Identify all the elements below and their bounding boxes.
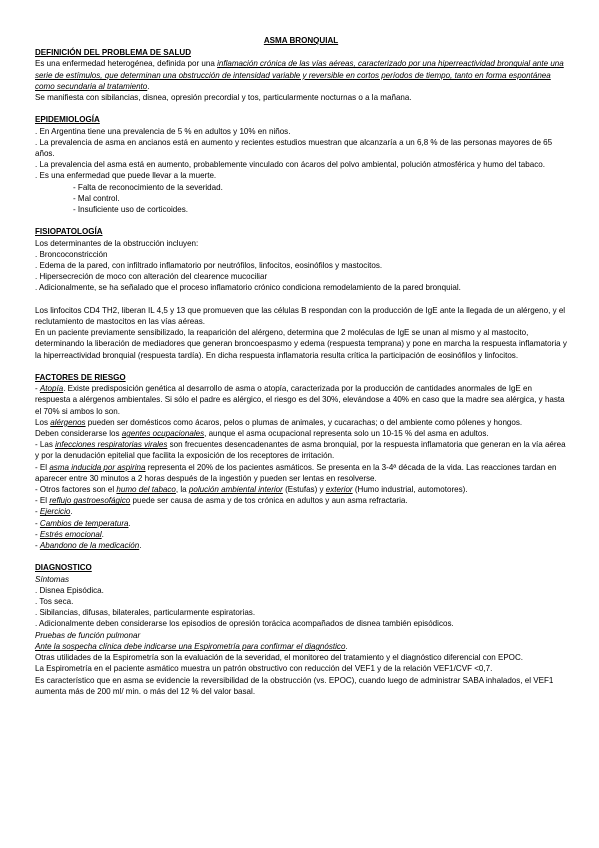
sintoma-item: . Disnea Episódica. bbox=[35, 585, 104, 595]
factor-ejercicio bbox=[35, 506, 567, 517]
factor-term: polución ambiental interior bbox=[188, 485, 283, 495]
sintoma-item: . Sibilancias, difusas, bilaterales, particularmente espiratorias. bbox=[35, 608, 256, 618]
epidemiologia-subitem: - Mal control. bbox=[73, 193, 120, 203]
factor-term: exterior bbox=[325, 485, 353, 495]
factor-term: asma inducida por aspirina bbox=[49, 462, 146, 472]
factor-infecciones bbox=[35, 439, 567, 461]
factor-term: agentes ocupacionales bbox=[121, 429, 205, 439]
factor-aspirina bbox=[35, 462, 567, 484]
sintoma-item: . Adicionalmente deben considerarse los episodios de opresión torácica acompañados de disnea también episódicos. bbox=[35, 619, 454, 629]
text-span: . Existe predisposición genética al desarrollo de asma o atopía, caracterizada por la producción de cantidades anormales de IgE en respuesta a alérgenos ambientales. Si sólo el padre es alérgico, el riesgo es del 30%, elevándose a 40% en caso que la madre sea alérgica, y hasta el 70% si ambos lo son. bbox=[35, 384, 565, 416]
factor-tabaco-polucion bbox=[35, 484, 567, 495]
text-span: Los bbox=[35, 417, 51, 427]
text-span: - Otros factores son el bbox=[35, 485, 117, 495]
text-span: . bbox=[101, 529, 104, 539]
factor-reflujo bbox=[35, 495, 567, 506]
fisiopatologia-paragraph: En un paciente previamente sensibilizado, la reaparición del alérgeno, determina que 2 moléculas de IgE se unan al mismo y al mastocito, determinando la liberación de mediadores que generan broncoespasmo y edema (respuesta temprana) y pone en marcha la respuesta inflamatoria y la hiperreactividad bronquial (respuesta tardía). En dicha respuesta inflamatoria resulta crítica la participación de eosinófilos y linfocitos. bbox=[35, 328, 567, 360]
text-span: - El bbox=[35, 496, 50, 506]
pruebas-indication bbox=[35, 641, 567, 652]
factor-term: Atopía bbox=[39, 384, 64, 394]
text-span: . bbox=[128, 518, 131, 528]
epidemiologia-item: . En Argentina tiene una prevalencia de 5 % en adultos y 10% en niños. bbox=[35, 126, 291, 136]
fisiopatologia-item: . Broncoconstricción bbox=[35, 249, 108, 259]
text-span: Es una enfermedad heterogénea, definida por una bbox=[35, 59, 218, 69]
epidemiologia-item: . Es una enfermedad que puede llevar a la muerte. bbox=[35, 171, 217, 181]
epidemiologia-subitem: - Insuficiente uso de corticoides. bbox=[73, 205, 188, 215]
factor-term: reflujo gastroesofágico bbox=[49, 496, 131, 506]
sintoma-item: . Tos seca. bbox=[35, 597, 74, 607]
pruebas-paragraph: Otras utilidades de la Espirometría son la evaluación de la severidad, el monitoreo del tratamiento y el diagnóstico diferencial con EPOC. bbox=[35, 653, 523, 663]
text-span: son frecuentes desencadenantes de asma bronquial, por la respuesta inflamatoria que generan en la vía aérea y por la denudación epitelial que facilita la exposición de los receptores de irritación. bbox=[35, 440, 566, 461]
subheading-sintomas: Síntomas bbox=[35, 574, 69, 584]
text-span: pueden ser domésticos como ácaros, pelos o plumas de animales, y cucarachas; o del ambiente como pólenes y hongos. bbox=[85, 417, 523, 427]
factor-term: Estrés emocional bbox=[39, 529, 102, 539]
text-span: - bbox=[35, 384, 40, 394]
text-span: - bbox=[35, 518, 40, 528]
text-span: - bbox=[35, 507, 40, 517]
subheading-pruebas: Pruebas de función pulmonar bbox=[35, 630, 141, 640]
factor-abandono bbox=[35, 540, 567, 551]
factor-alergenos bbox=[35, 417, 567, 428]
pruebas-paragraph: Es característico que en asma se evidencie la reversibilidad de la obstrucción (vs. EPOC), cuando luego de administrar SABA inhalados, el VEF1 aumenta más de 200 ml/ min. o más del 12 % del valor basal. bbox=[35, 675, 554, 696]
document-title: ASMA BRONQUIAL bbox=[263, 36, 339, 45]
text-span: representa el 20% de los pacientes asmáticos. Se presenta en la 3-4ª década de la vida. Las reacciones tardan en aparecer entre 30 minutos a 2 horas después de la ingestión y pueden ser lentas en resolverse. bbox=[35, 462, 557, 483]
section-heading-factores: FACTORES DE RIESGO bbox=[35, 373, 126, 383]
text-span: - bbox=[35, 529, 40, 539]
fisiopatologia-item: . Edema de la pared, con infiltrado inflamatorio por neutrófilos, linfocitos, eosinófilos y mastocitos. bbox=[35, 261, 383, 271]
factor-term: Cambios de temperatura bbox=[39, 518, 129, 528]
text-span: . bbox=[70, 507, 73, 517]
emphasis-text: inflamación crónica de las vías aéreas, caracterizado por una hiperreactividad bronquial ante una serie de estímulos, que determinan una obstrucción de intensidad variable y reversible en cortos períodos de tiempo, tanto en forma espontánea como secundaria al tratamiento bbox=[35, 59, 564, 91]
text-span: . bbox=[139, 541, 142, 551]
factor-term: infecciones respiratorias virales bbox=[55, 440, 168, 450]
text-span: . bbox=[147, 81, 150, 91]
factor-temperatura bbox=[35, 518, 567, 529]
text-span: puede ser causa de asma y de tos crónica en adultos y aun asma refractaria. bbox=[130, 496, 408, 506]
text-span: . bbox=[345, 641, 348, 651]
fisiopatologia-item: . Adicionalmente, se ha señalado que el proceso inflamatorio crónico condiciona remodelamiento de la pared bronquial. bbox=[35, 283, 461, 293]
text-span: Deben considerarse los bbox=[35, 429, 122, 439]
factor-term: humo del tabaco bbox=[116, 485, 176, 495]
factor-term: Ejercicio bbox=[39, 507, 71, 517]
emphasis-text: Ante la sospecha clínica debe indicarse una Espirometría para confirmar el diagnóstico bbox=[35, 641, 346, 651]
section-heading-definicion: DEFINICIÓN DEL PROBLEMA DE SALUD bbox=[35, 48, 192, 58]
fisiopatologia-paragraph: Los linfocitos CD4 TH2, liberan IL 4,5 y 13 que promueven que las células B respondan con la producción de IgE ante la llegada de un alérgeno, y el reclutamiento de mastocitos en las vías aéreas. bbox=[35, 305, 566, 327]
fisiopatologia-intro: Los determinantes de la obstrucción incluyen: bbox=[35, 238, 199, 248]
text-span: - El bbox=[35, 462, 50, 472]
text-span: , aunque el asma ocupacional representa solo un 10-15 % del asma en adultos. bbox=[204, 429, 489, 439]
definicion-manifestations: Se manifiesta con sibilancias, disnea, opresión precordial y tos, particularmente nocturnas o a la mañana. bbox=[35, 93, 412, 103]
factor-ocupacionales bbox=[35, 428, 567, 439]
fisiopatologia-item: . Hipersecreción de moco con alteración del clearence mucociliar bbox=[35, 272, 268, 282]
text-span: (Humo industrial, automotores). bbox=[352, 485, 468, 495]
section-heading-diagnostico: DIAGNOSTICO bbox=[35, 563, 92, 573]
epidemiologia-item: . La prevalencia del asma está en aumento, probablemente vinculado con ácaros del polvo ambiental, polución atmosférica y humo del tabaco. bbox=[35, 160, 545, 170]
text-span: - bbox=[35, 541, 40, 551]
text-span: (Estufas) y bbox=[282, 485, 326, 495]
definicion-paragraph bbox=[35, 58, 567, 92]
factor-term: alérgenos bbox=[50, 417, 86, 427]
pruebas-paragraph: La Espirometría en el paciente asmático muestra un patrón obstructivo con reducción del VEF1 y de la relación VEF1/CVF <0,7. bbox=[35, 664, 493, 674]
text-span: , la bbox=[175, 485, 189, 495]
section-heading-epidemiologia: EPIDEMIOLOGÍA bbox=[35, 115, 100, 125]
epidemiologia-subitem: - Falta de reconocimiento de la severidad. bbox=[73, 182, 223, 192]
factor-estres bbox=[35, 529, 567, 540]
text-span: - Las bbox=[35, 440, 56, 450]
factor-term: Abandono de la medicación bbox=[39, 541, 140, 551]
document-page bbox=[35, 35, 567, 697]
factor-atopia bbox=[35, 383, 567, 417]
epidemiologia-item: . La prevalencia de asma en ancianos está en aumento y recientes estudios muestran que alcanzaría a un 6,8 % de las personas mayores de 65 años. bbox=[35, 137, 553, 159]
section-heading-fisiopatologia: FISIOPATOLOGÍA bbox=[35, 227, 103, 237]
